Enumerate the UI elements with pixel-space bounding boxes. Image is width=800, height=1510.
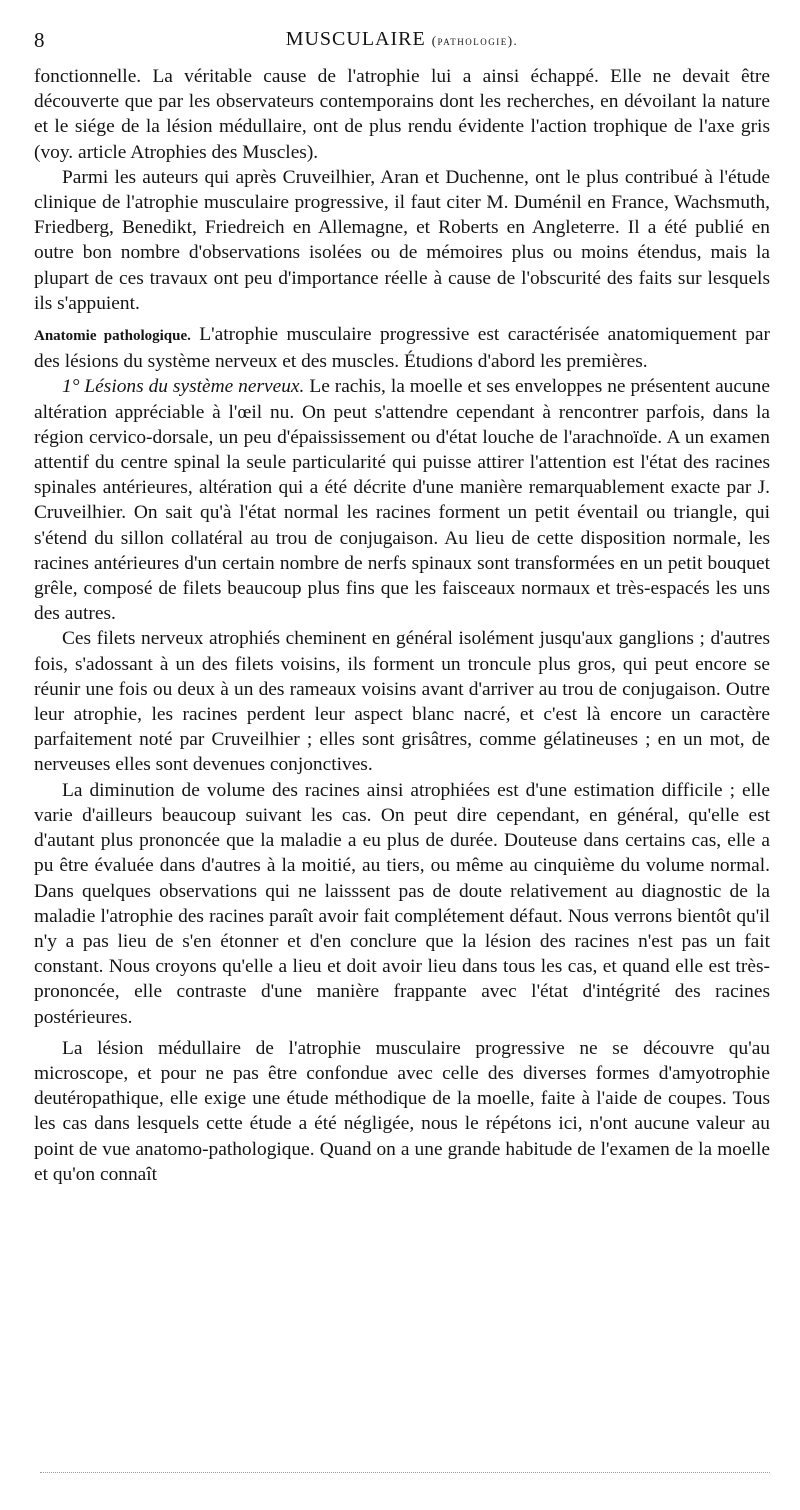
- paragraph-text: L'atrophie musculaire progressive est caractérisée anatomiquement par des lésions du système nerveux et des muscles. Étudions d'abord les premières.: [34, 324, 770, 373]
- footer-rule: [40, 1472, 770, 1473]
- running-title: [34, 28, 770, 51]
- section-heading: Anatomie pathologique.: [34, 328, 191, 345]
- paragraph-text: Parmi les auteurs qui après Cruveilhier, Aran et Duchenne, ont le plus contribué à l'étude clinique de l'atrophie musculaire progressive, il faut citer M. Duménil en France, Wachsmuth, Friedberg, Benedikt, Friedreich en Allemagne, et Roberts en Angleterre. Il a été publié en outre bon nombre d'observations isolées ou de mémoires plus ou moins étendus, mais la plupart de ces travaux ont peu d'importance réelle à cause de l'obscurité des faits sur lesquels ils s'appuient.: [34, 166, 770, 314]
- paragraph-continuation: [34, 64, 770, 165]
- running-title-sub: (pathologie).: [431, 33, 519, 48]
- paragraph: [34, 165, 770, 316]
- paragraph: [34, 626, 770, 777]
- paragraph-text: La lésion médullaire de l'atrophie musculaire progressive ne se découvre qu'au microscope, et pour ne pas être confondue avec celle des diverses formes d'amyotrophie deutéropathique, elle exige une étude méthodique de la moelle, faite à l'aide de coupes. Tous les cas dans lesquels cette étude a été négligée, nous le répétons ici, n'ont aucune valeur au point de vue anatomo-pathologique. Quand on a une grande habitude de l'examen de la moelle et qu'on connaît: [34, 1037, 770, 1185]
- subsection-heading: 1° Lésions du système nerveux.: [62, 376, 305, 398]
- paragraph-anatomie: [34, 322, 770, 374]
- paragraph: [34, 778, 770, 1030]
- body-text: [34, 64, 770, 1187]
- paragraph-text: fonctionnelle. La véritable cause de l'atrophie lui a ainsi échappé. Elle ne devait être découverte que par les observateurs contemporains dont les recherches, en dévoilant la nature et le siége de la lésion médullaire, ont de plus rendu évidente l'action trophique de l'axe gris (voy. article Atrophies des Muscles).: [34, 66, 770, 163]
- paragraph-text: Le rachis, la moelle et ses enveloppes ne présentent aucune altération appréciable à l'œil nu. On peut s'attendre cependant à rencontrer parfois, dans la région cervico-dorsale, un peu d'épaississement ou d'état louche de l'arachnoïde. A un examen attentif du centre spinal la seule particularité qui puisse attirer l'attention est l'état des racines spinales antérieures, altération qui a été décrite d'une manière remarquablement exacte par J. Cruveilhier. On sait qu'à l'état normal les racines forment un petit éventail ou triangle, qui s'étend du sillon collatéral au trou de conjugaison. Au lieu de cette disposition normale, les racines antérieures d'un certain nombre de nerfs spinaux sont transformées en un petit bouquet grêle, composé de filets beaucoup plus fins que les faisceaux normaux et très-espacés les uns des autres.: [34, 376, 770, 625]
- paragraph-text: La diminution de volume des racines ainsi atrophiées est d'une estimation difficile ; elle varie d'ailleurs beaucoup suivant les cas. On peut dire cependant, en général, qu'elle est d'autant plus prononcée que la maladie a eu plus de durée. Douteuse dans certains cas, elle a pu être évaluée dans d'autres à la moitié, au tiers, ou même au cinquième du volume normal. Dans quelques observations qui ne laisssent pas de doute relativement au diagnostic de la maladie l'atrophie des racines paraît avoir fait complétement défaut. Nous verrons bientôt qu'il n'y a pas lieu de s'en étonner et d'en conclure que la lésion des racines n'est pas un fait constant. Nous croyons qu'elle a lieu et doit avoir lieu dans tous les cas, et quand elle est très-prononcée, elle contraste d'une manière frappante avec l'état d'intégrité des racines postérieures.: [34, 779, 770, 1028]
- paragraph: [34, 1036, 770, 1187]
- running-title-main: MUSCULAIRE: [285, 28, 426, 50]
- paragraph-lesions: [34, 374, 770, 626]
- paragraph-text: Ces filets nerveux atrophiés cheminent en général isolément jusqu'aux ganglions ; d'autres fois, s'adossant à un des filets voisins, ils forment un troncule plus gros, qui peut encore se réunir une fois ou deux à un des rameaux voisins avant d'arriver au trou de conjugaison. Outre leur atrophie, les racines perdent leur aspect blanc nacré, et c'est là encore un caractère parfaitement noté par Cruveilhier ; elles sont grisâtres, comme gélatineuses ; en un mot, de nerveuses elles sont devenues conjonctives.: [34, 628, 770, 776]
- page-header: [34, 28, 770, 58]
- page-number: 8: [34, 28, 45, 52]
